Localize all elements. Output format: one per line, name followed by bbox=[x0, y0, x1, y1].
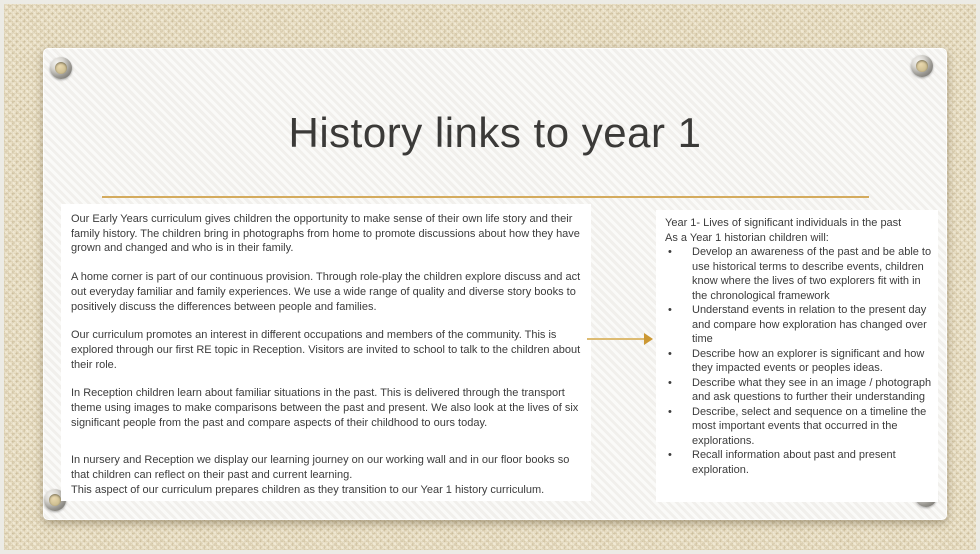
bullet-dot: • bbox=[668, 246, 672, 258]
arrow-right-icon bbox=[587, 332, 653, 346]
bullet-dot: • bbox=[668, 347, 672, 360]
list-item bbox=[665, 448, 932, 477]
list-item bbox=[665, 376, 932, 405]
slide-card bbox=[43, 48, 947, 520]
objectives-list bbox=[665, 245, 932, 477]
bullet-dot: • bbox=[668, 405, 672, 418]
left-text-panel bbox=[61, 204, 591, 501]
paragraph: In Reception children learn about familiar situations in the past. This is delivered through the transport theme using images to make comparisons between the past and present. We also look at the lives of six significant people from the past and compare aspects of their childhood to ours today. bbox=[71, 387, 579, 429]
paragraph: Our Early Years curriculum gives children the opportunity to make sense of their own life story and their family history. The children bring in photographs from home to promote discussions about how they have grown and changed and who is in their family. bbox=[71, 213, 580, 255]
slide-title: History links to year 1 bbox=[288, 109, 702, 156]
title-divider bbox=[102, 196, 869, 198]
paragraph: This aspect of our curriculum prepares children as they transition to our Year 1 history curriculum. bbox=[71, 483, 545, 496]
paragraph: A home corner is part of our continuous provision. Through role-play the children explore discuss and act out everyday familiar and family experiences. We use a wide range of quality and diverse story books to positively discuss the differences between people and families. bbox=[71, 271, 581, 313]
arrow-head bbox=[644, 333, 653, 345]
grommet-pin-icon bbox=[50, 57, 72, 79]
list-item-text: Describe, select and sequence on a timeline the most important events that occurred in the explorations. bbox=[692, 405, 927, 447]
bullet-dot: • bbox=[668, 449, 672, 461]
paragraph: Our curriculum promotes an interest in different occupations and members of the community. This is explored through our first RE topic in Reception. Visitors are invited to school to talk to the children about their role. bbox=[71, 329, 581, 371]
paragraph: In nursery and Reception we display our learning journey on our working wall and in our floor books so that children can reflect on their past and current learning. bbox=[71, 454, 570, 482]
right-panel-subheading: As a Year 1 historian children will: bbox=[665, 231, 829, 244]
list-item bbox=[665, 245, 932, 303]
list-item bbox=[665, 405, 932, 449]
list-item bbox=[665, 347, 932, 376]
list-item-text: Describe what they see in an image / photograph and ask questions to further their understanding bbox=[692, 376, 932, 403]
bullet-dot: • bbox=[668, 304, 672, 316]
arrow-line bbox=[587, 338, 645, 340]
right-text-panel bbox=[656, 210, 938, 502]
bullet-dot: • bbox=[668, 376, 672, 389]
list-item-text: Recall information about past and present exploration. bbox=[692, 449, 896, 476]
right-panel-heading: Year 1- Lives of significant individuals in the past bbox=[665, 217, 902, 229]
list-item bbox=[665, 303, 932, 347]
list-item-text: Describe how an explorer is significant and how they impacted events or peoples ideas. bbox=[692, 347, 925, 374]
grommet-pin-icon bbox=[911, 55, 933, 77]
list-item-text: Understand events in relation to the present day and compare how exploration has changed over time bbox=[692, 304, 927, 345]
list-item-text: Develop an awareness of the past and be able to use historical terms to describe events, children know where the lives of two explorers fit with in the chronological framework bbox=[692, 246, 932, 302]
